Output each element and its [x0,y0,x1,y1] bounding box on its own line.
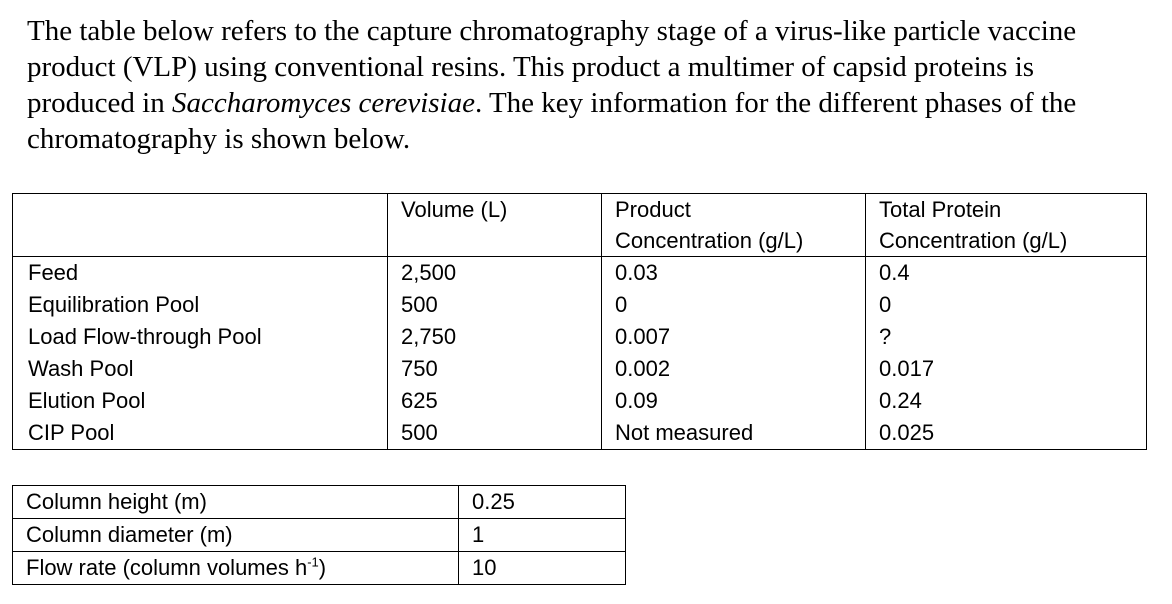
chromatography-phase-table [12,193,1147,450]
table-row [13,385,1147,417]
product-concentration-column-header [602,194,866,257]
intro-text-part2: . The key information for the different phases of the chromatography is shown below. [27,87,1077,155]
volume-cell: 750 [388,353,602,385]
phase-name-cell: Load Flow-through Pool [13,321,388,353]
total-protein-cell: ? [866,321,1147,353]
volume-cell: 625 [388,385,602,417]
column-diameter-label: Column diameter (m) [13,519,459,552]
intro-text-part1: The table below refers to the capture chromatography stage of a virus-like particle vaccine product (VLP) using conventional resins. This product a multimer of capsid proteins is produced in [27,15,1077,119]
table-row [13,257,1147,290]
total-protein-cell: 0.017 [866,353,1147,385]
product-concentration-cell: Not measured [602,417,866,450]
phase-name-cell: Elution Pool [13,385,388,417]
product-concentration-cell: 0.09 [602,385,866,417]
flow-rate-exponent: -1 [307,554,319,570]
product-header-line1: Product [615,197,691,222]
column-diameter-value: 1 [459,519,626,552]
product-concentration-cell: 0.03 [602,257,866,290]
volume-cell: 2,500 [388,257,602,290]
phase-column-header [13,194,388,257]
phase-name-cell: Wash Pool [13,353,388,385]
protein-header-line2: Concentration (g/L) [879,228,1068,253]
table-row [13,552,626,585]
total-protein-cell: 0.025 [866,417,1147,450]
volume-cell: 500 [388,289,602,321]
product-concentration-cell: 0.007 [602,321,866,353]
phase-name-cell: CIP Pool [13,417,388,450]
product-concentration-cell: 0.002 [602,353,866,385]
table-row [13,486,626,519]
table-row [13,321,1147,353]
volume-column-header [388,194,602,257]
table-row [13,353,1147,385]
flow-rate-label-close: ) [318,555,327,580]
flow-rate-label [13,552,459,585]
column-parameters-table [12,485,626,585]
table-row [13,289,1147,321]
total-protein-cell: 0.24 [866,385,1147,417]
volume-header-text: Volume (L) [401,197,508,222]
total-protein-cell: 0 [866,289,1147,321]
total-protein-cell: 0.4 [866,257,1147,290]
product-header-line2: Concentration (g/L) [615,228,804,253]
table-header-row [13,194,1147,257]
protein-header-line1: Total Protein [879,197,1002,222]
total-protein-column-header [866,194,1147,257]
volume-cell: 2,750 [388,321,602,353]
intro-paragraph [27,13,1147,157]
column-height-label: Column height (m) [13,486,459,519]
flow-rate-label-text: Flow rate (column volumes h [26,555,308,580]
table-row [13,417,1147,450]
table-row [13,519,626,552]
organism-name: Saccharomyces cerevisiae [171,87,475,119]
volume-cell: 500 [388,417,602,450]
phase-name-cell: Equilibration Pool [13,289,388,321]
flow-rate-value: 10 [459,552,626,585]
column-height-value: 0.25 [459,486,626,519]
product-concentration-cell: 0 [602,289,866,321]
phase-name-cell: Feed [13,257,388,290]
